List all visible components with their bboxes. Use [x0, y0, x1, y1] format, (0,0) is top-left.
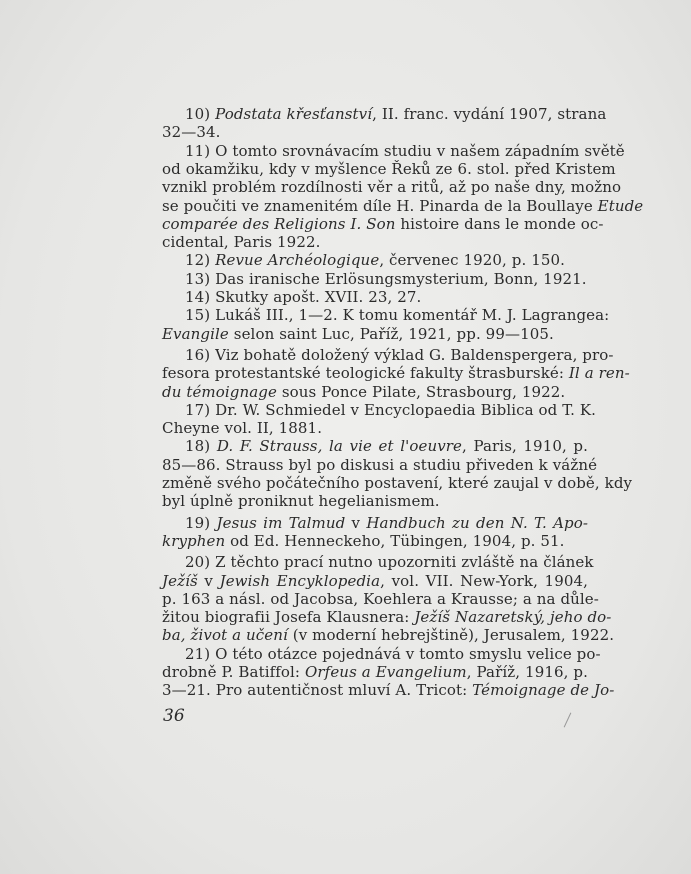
italic-segment: ba, život a učení	[162, 626, 288, 644]
text-segment: 18)	[185, 437, 217, 455]
text-segment: Cheyne vol. II, 1881.	[162, 419, 323, 437]
text-segment: 14) Skutky apošt. XVII. 23, 27.	[185, 288, 422, 306]
text-segment: sous Ponce Pilate, Strasbourg, 1922.	[276, 383, 566, 401]
text-line	[162, 123, 588, 141]
text-segment: se poučiti ve znamenitém díle H. Pinarda de la Boullaye	[162, 197, 598, 215]
text-line	[185, 306, 610, 324]
text-line	[162, 383, 588, 401]
text-segment: (v moderní hebrejštině), Jerusalem, 1922.	[287, 626, 615, 644]
text-segment: byl úplně proniknut hegelianismem.	[162, 492, 440, 510]
text-line	[185, 514, 588, 532]
text-segment: 16) Viz bohatě doložený výklad G. Baldenspergera, pro-	[185, 346, 614, 364]
text-segment: od Ed. Henneckeho, Tübingen, 1904, p. 51.	[225, 532, 565, 550]
text-line	[162, 474, 633, 492]
text-segment: 15) Lukáš III., 1—2. K tomu komentář M. J. Lagrangea:	[185, 306, 610, 324]
text-segment: , Paříž, 1916, p.	[466, 663, 588, 681]
text-line	[162, 492, 588, 510]
italic-segment: Ježíš	[162, 572, 198, 590]
italic-segment: Ježíš Nazaretský, jeho do-	[414, 608, 612, 626]
text-line	[162, 681, 615, 699]
text-segment: vznikl problém rozdílnosti věr a ritů, až po naše dny, možno	[162, 178, 622, 196]
text-line	[162, 608, 612, 626]
italic-segment: Jewish Encyklopedia	[219, 572, 381, 590]
text-line	[185, 270, 588, 288]
italic-segment: Il a ren-	[568, 364, 630, 382]
text-line	[162, 178, 622, 196]
text-line	[185, 105, 607, 123]
text-line	[162, 160, 616, 178]
italic-segment: Jesus im Talmud	[216, 514, 346, 532]
text-segment: 17) Dr. W. Schmiedel v Encyclopaedia Biblica od T. K.	[185, 401, 597, 419]
text-segment: selon saint Luc, Paříž, 1921, pp. 99—105.	[228, 325, 554, 343]
italic-segment: Etude	[597, 197, 644, 215]
text-segment: p. 163 a násl. od Jacobsa, Koehlera a Krausse; a na důle-	[162, 590, 599, 608]
italic-segment: Témoignage de Jo-	[472, 681, 615, 699]
text-line	[185, 645, 601, 663]
italic-segment: Orfeus a Evangelium	[305, 663, 467, 681]
text-line	[162, 590, 599, 608]
text-line	[185, 142, 625, 160]
text-line	[162, 663, 588, 681]
text-segment: 13) Das iranische Erlösungsmysterium, Bonn, 1921.	[185, 270, 587, 288]
text-segment: , II. franc. vydání 1907, strana	[372, 105, 607, 123]
text-segment: 10)	[185, 105, 216, 123]
text-line	[185, 288, 588, 306]
text-line	[185, 553, 594, 571]
text-line	[162, 626, 615, 644]
text-line	[185, 251, 588, 269]
text-segment: cidental, Paris 1922.	[162, 233, 321, 251]
italic-segment: comparée des Religions I. Son	[162, 215, 396, 233]
text-segment: histoire dans le monde oc-	[395, 215, 604, 233]
text-segment: 20) Z těchto prací nutno upozorniti zvláště na článek	[185, 553, 594, 571]
text-segment: drobně P. Batiffol:	[162, 663, 306, 681]
text-segment: žitou biografii Josefa Klausnera:	[162, 608, 415, 626]
text-segment: v	[197, 572, 220, 590]
text-line	[185, 346, 614, 364]
page-number: 36	[163, 706, 185, 726]
text-line	[185, 437, 588, 455]
text-line	[162, 572, 588, 590]
text-line	[162, 197, 644, 215]
text-line	[162, 419, 588, 437]
text-line	[162, 364, 630, 382]
text-segment: 21) O této otázce pojednává v tomto smyslu velice po-	[185, 645, 601, 663]
text-segment: 3—21. Pro autentičnost mluví A. Tricot:	[162, 681, 473, 699]
text-segment: 19)	[185, 514, 217, 532]
text-line	[162, 456, 598, 474]
scan-mark	[564, 713, 572, 728]
italic-segment: Revue Archéologique	[215, 251, 380, 269]
italic-segment: Evangile	[162, 325, 229, 343]
text-segment: fesora protestantské teologické fakulty štrasburské:	[162, 364, 569, 382]
text-segment: 32—34.	[162, 123, 221, 141]
italic-segment: Handbuch zu den N. T. Apo-	[366, 514, 589, 532]
text-line	[162, 532, 588, 550]
text-segment: 12)	[185, 251, 216, 269]
text-segment: v	[345, 514, 367, 532]
text-line	[162, 215, 604, 233]
text-segment: změně svého počátečního postavení, které zaujal v době, kdy	[162, 474, 633, 492]
text-line	[185, 401, 597, 419]
text-segment: 85—86. Strauss byl po diskusi a studiu přiveden k vážné	[162, 456, 598, 474]
text-line	[162, 325, 588, 343]
italic-segment: Podstata křesťanství	[215, 105, 373, 123]
italic-segment: kryphen	[162, 532, 226, 550]
italic-segment: du témoignage	[162, 383, 277, 401]
text-segment: , Paris, 1910, p.	[462, 437, 588, 455]
text-segment: , vol. VII. New-York, 1904,	[380, 572, 589, 590]
text-segment: 11) O tomto srovnávacím studiu v našem západním světě	[185, 142, 625, 160]
text-segment: od okamžiku, kdy v myšlence Řeků ze 6. stol. před Kristem	[162, 160, 616, 178]
text-line	[162, 233, 588, 251]
italic-segment: D. F. Strauss, la vie et l'oeuvre	[216, 437, 463, 455]
text-segment: , červenec 1920, p. 150.	[379, 251, 566, 269]
